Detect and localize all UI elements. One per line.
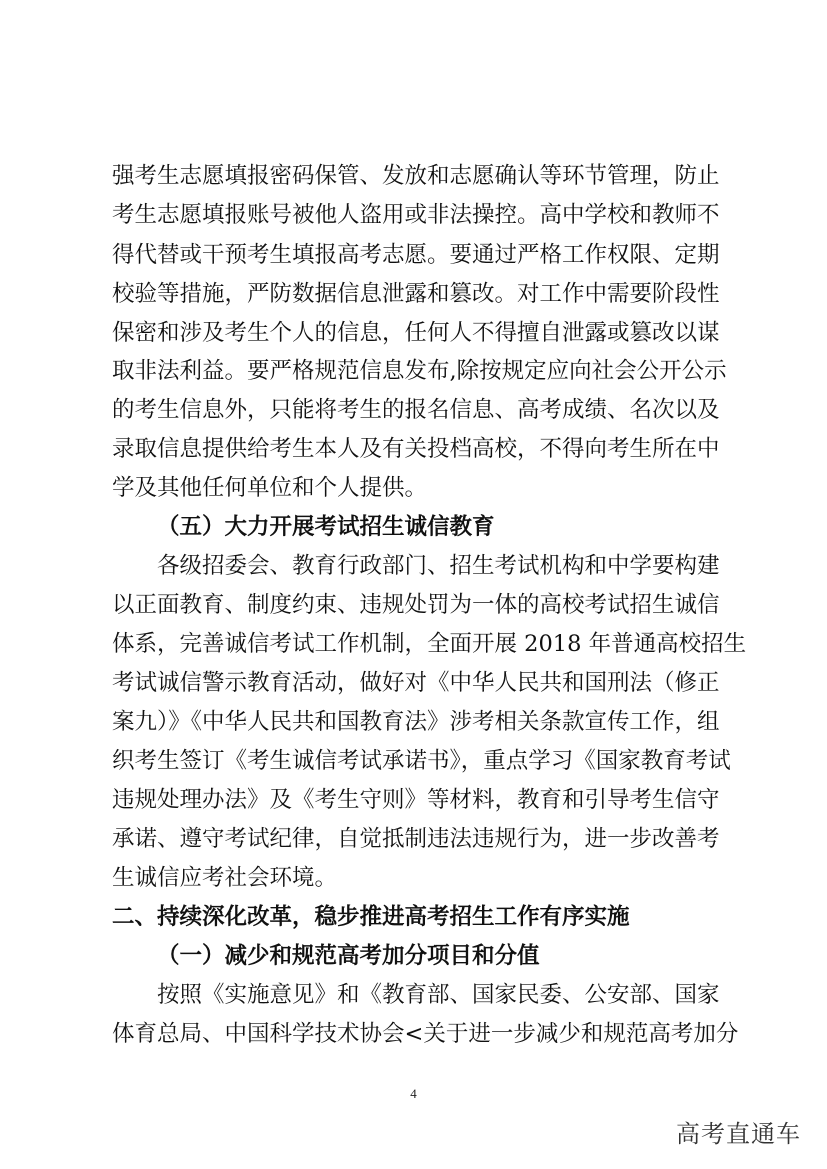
body-text-line: 各级招委会、教育行政部门、招生考试机构和中学要构建	[157, 553, 720, 579]
body-text-line: 校验等措施，严防数据信息泄露和篡改。对工作中需要阶段性	[112, 281, 720, 307]
body-text-line: 以正面教育、制度约束、违规处罚为一体的高校考试招生诚信	[112, 592, 720, 618]
body-text-line: 的考生信息外，只能将考生的报名信息、高考成绩、名次以及	[112, 397, 720, 423]
body-text-line: 强考生志愿填报密码保管、发放和志愿确认等环节管理，防止	[112, 163, 720, 189]
body-text-line: 得代替或干预考生填报高考志愿。要通过严格工作权限、定期	[112, 242, 720, 268]
body-text-line: 录取信息提供给考生本人及有关投档高校，不得向考生所在中	[112, 436, 720, 462]
page-number: 4	[410, 1086, 417, 1101]
section-heading: （五）大力开展考试招生诚信教育	[157, 514, 495, 540]
body-text-line: 按照《实施意见》和《教育部、国家民委、公安部、国家	[157, 982, 720, 1008]
body-text-line: 取非法利益。要严格规范信息发布,除按规定应向社会公开公示	[112, 358, 727, 384]
body-text-line: 织考生签订《考生诚信考试承诺书》，重点学习《国家教育考试	[112, 748, 731, 774]
body-text-line: 违规处理办法》及《考生守则》等材料，教育和引导考生信守	[112, 787, 720, 813]
body-text-line: 考试诚信警示教育活动，做好对《中华人民共和国刑法（修正	[112, 670, 720, 696]
body-text-line: 学及其他任何单位和个人提供。	[112, 475, 428, 501]
watermark-logo: 高考直通车	[676, 1120, 801, 1148]
body-text-line: 体系，完善诚信考试工作机制，全面开展 2018 年普通高校招生	[112, 631, 747, 657]
chapter-heading: 二、持续深化改革，稳步推进高考招生工作有序实施	[112, 904, 630, 930]
body-text-line: 考生志愿填报账号被他人盗用或非法操控。高中学校和教师不	[112, 202, 720, 228]
section-heading: （一）减少和规范高考加分项目和分值	[157, 943, 540, 969]
body-text-line: 体育总局、中国科学技术协会<关于进一步减少和规范高考加分	[112, 1021, 739, 1047]
body-text-line: 生诚信应考社会环境。	[112, 865, 338, 891]
body-text-line: 案九）》《中华人民共和国教育法》涉考相关条款宣传工作，组	[112, 709, 720, 735]
body-text-line: 承诺、遵守考试纪律，自觉抵制违法违规行为，进一步改善考	[112, 826, 720, 852]
body-text-line: 保密和涉及考生个人的信息，任何人不得擅自泄露或篡改以谋	[112, 320, 720, 346]
